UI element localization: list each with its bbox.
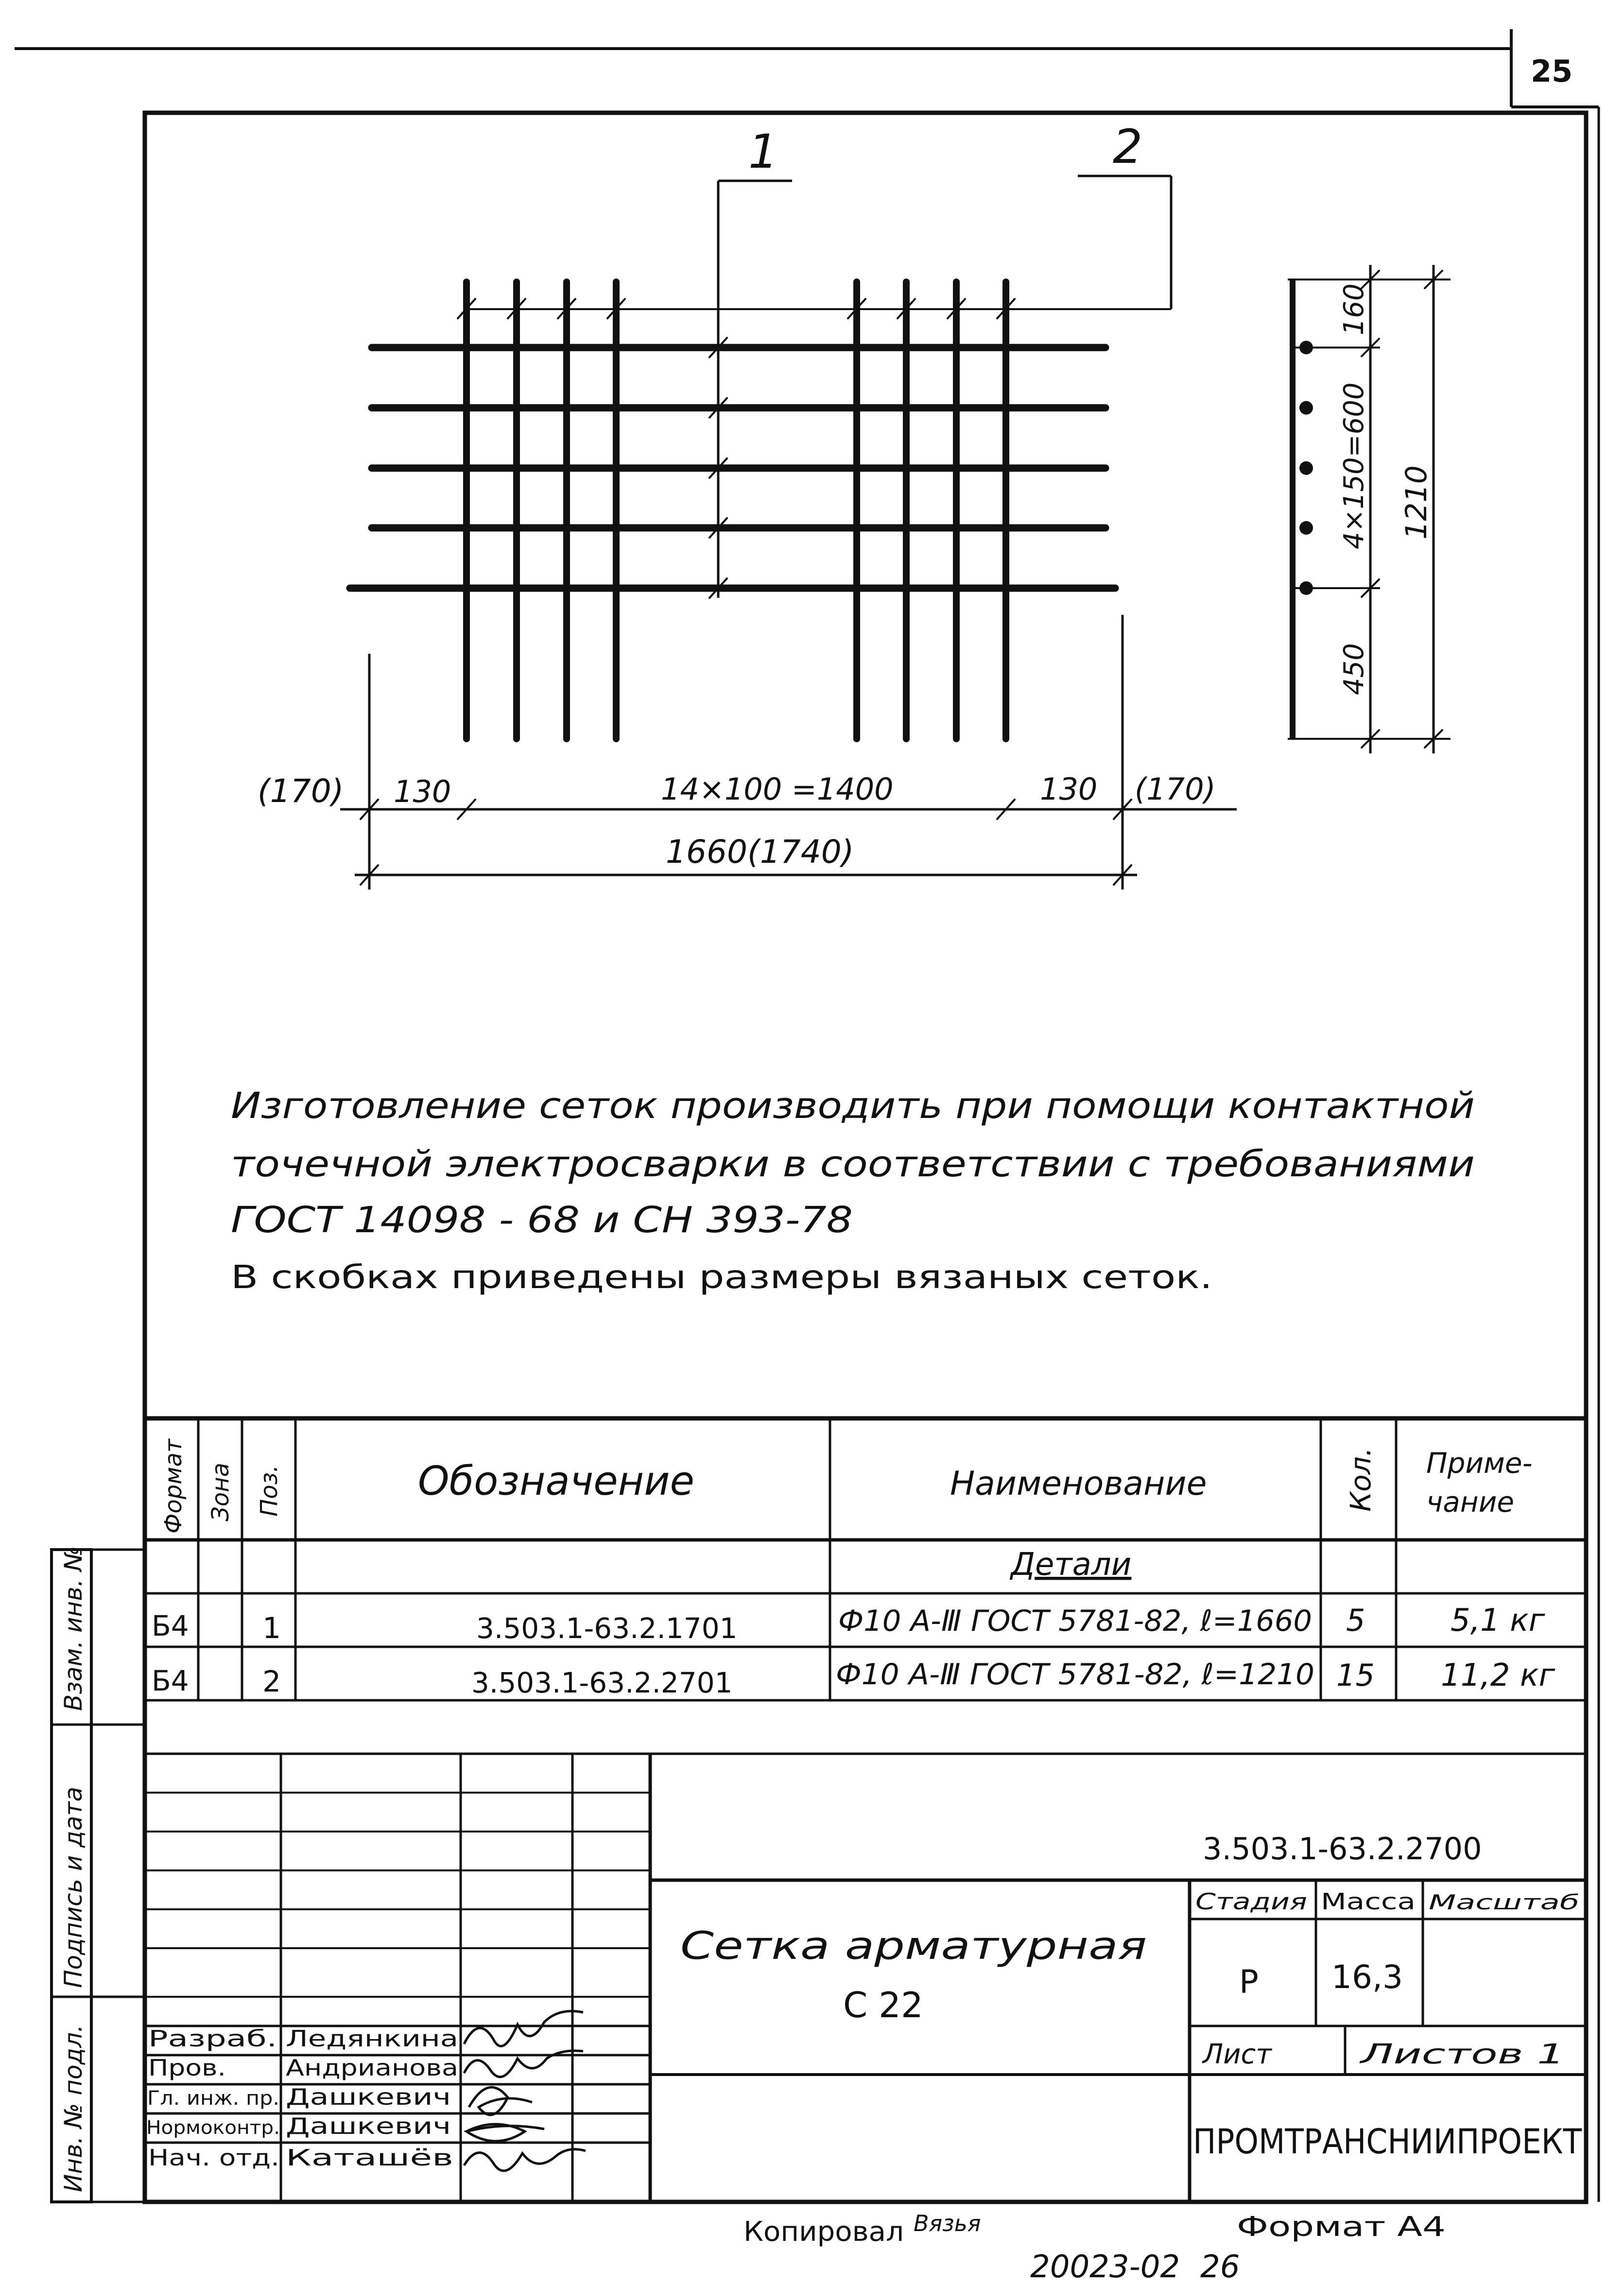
staff-name-3: Дашкевич — [286, 2084, 451, 2110]
row1-note: 5,1 кг — [1451, 1603, 1545, 1639]
note-line-3: ГОСТ 14098 - 68 и СН 393-78 — [231, 1199, 853, 1241]
row1-qty: 5 — [1346, 1603, 1365, 1638]
staff-role-5: Нач. отд. — [148, 2145, 279, 2171]
doc-number: 3.503.1-63.2.2700 — [1203, 1831, 1482, 1867]
mass-label: Масса — [1321, 1888, 1416, 1915]
note-line-2: точечной электросварки в соответствии с требованиями — [231, 1143, 1475, 1185]
position-label-1: 1 — [748, 124, 778, 179]
row2-name: Ф10 А-Ⅲ ГОСТ 5781-82, ℓ=1210 — [836, 1658, 1314, 1692]
row1-pos: 1 — [262, 1611, 281, 1645]
dim-left-130: 130 — [394, 774, 451, 809]
footer-copier-sign: Вязья — [914, 2210, 981, 2236]
row2-note: 11,2 кг — [1441, 1658, 1555, 1693]
stamp-sign-date: Подпись и дата — [59, 1786, 87, 1988]
footer-format: Формат А4 — [1237, 2211, 1446, 2243]
header-note-2: чание — [1426, 1485, 1515, 1518]
side-dim-450: 450 — [1338, 643, 1370, 695]
title-line-2: С 22 — [843, 1985, 923, 2025]
sheets-label: Листов 1 — [1359, 2039, 1565, 2070]
dim-left-paren: (170) — [258, 772, 344, 810]
staff-name-5: Каташёв — [286, 2145, 453, 2171]
row2-designation: 3.503.1-63.2.2701 — [471, 1666, 733, 1699]
side-dim-160: 160 — [1338, 283, 1370, 335]
organization: ПРОМТРАНСНИИПРОЕКТ — [1193, 2122, 1582, 2162]
header-name: Наименование — [950, 1465, 1207, 1503]
side-dim-spacing: 4×150=600 — [1338, 382, 1370, 549]
staff-role-3: Гл. инж. пр. — [147, 2087, 279, 2110]
staff-name-1: Ледянкина — [286, 2025, 458, 2052]
stage-label: Стадия — [1195, 1888, 1307, 1915]
staff-name-4: Дашкевич — [286, 2113, 451, 2139]
page-number: 25 — [1531, 53, 1573, 89]
dim-right-paren: (170) — [1135, 771, 1216, 807]
position-label-2: 2 — [1113, 120, 1143, 174]
row2-qty: 15 — [1336, 1658, 1375, 1693]
row1-designation: 3.503.1-63.2.1701 — [476, 1612, 738, 1645]
mass-value: 16,3 — [1331, 1958, 1403, 1996]
staff-role-4: Нормоконтр. — [146, 2117, 280, 2138]
header-pos: Поз. — [256, 1465, 283, 1517]
title-line-1: Сетка арматурная — [680, 1924, 1147, 1968]
row1-format: Б4 — [152, 1609, 189, 1642]
dim-right-130: 130 — [1040, 771, 1098, 807]
header-note-1: Приме- — [1426, 1447, 1533, 1480]
position-leaders — [466, 176, 1171, 598]
staff-name-2: Андрианова — [286, 2055, 458, 2081]
sheet-label: Лист — [1203, 2039, 1272, 2070]
staff-role-2: Пров. — [148, 2055, 226, 2081]
section-label-details: Детали — [1011, 1547, 1132, 1583]
stamp-inv-subst: Взам. инв. № — [59, 1546, 87, 1711]
side-dim-total: 1210 — [1399, 465, 1434, 540]
stamp-inv-orig: Инв. № подл. — [59, 2024, 87, 2192]
row2-pos: 2 — [262, 1665, 281, 1699]
stage-value: Р — [1239, 1963, 1259, 2001]
dim-total: 1660(1740) — [666, 833, 854, 871]
header-zone: Зона — [207, 1463, 234, 1521]
scale-label: Масштаб — [1429, 1890, 1579, 1914]
staff-role-1: Разраб. — [148, 2025, 277, 2052]
note-line-4: В скобках приведены размеры вязаных сеток. — [231, 1258, 1212, 1296]
note-line-1: Изготовление сеток производить при помощи контактной — [231, 1085, 1475, 1127]
row1-name: Ф10 А-Ⅲ ГОСТ 5781-82, ℓ=1660 — [838, 1604, 1312, 1638]
header-qty: Кол. — [1344, 1447, 1377, 1512]
dim-middle: 14×100 =1400 — [661, 771, 894, 807]
mesh-drawing — [350, 271, 1442, 885]
row2-format: Б4 — [152, 1664, 189, 1697]
footer-copied: Копировал — [743, 2216, 904, 2248]
footer-code-sheet: 26 — [1200, 2249, 1240, 2285]
signatures — [464, 2011, 586, 2171]
header-designation: Обозначение — [418, 1458, 694, 1504]
header-format: Формат — [160, 1439, 187, 1534]
footer-code: 20023-02 — [1030, 2249, 1180, 2285]
